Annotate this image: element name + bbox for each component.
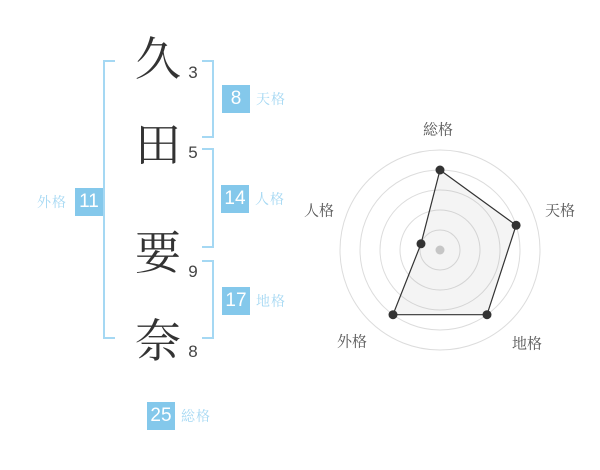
soukaku-label: 総格 — [181, 408, 211, 424]
gaikaku-label: 外格 — [37, 194, 67, 210]
soukaku-value-box: 25 — [147, 402, 175, 430]
jinkaku-value-box: 14 — [221, 185, 249, 213]
stroke-count-4: 8 — [188, 342, 198, 361]
name-character-1: 久 — [135, 33, 181, 85]
stroke-count-1: 3 — [188, 63, 198, 82]
name-character-2: 田 — [135, 119, 181, 171]
radar-axis-label: 地格 — [511, 335, 543, 353]
radar-data-point — [389, 310, 398, 319]
name-character-4: 奈 — [135, 315, 181, 367]
radar-axis-label: 外格 — [336, 333, 368, 351]
radar-center-dot — [436, 246, 445, 255]
name-character-3: 要 — [135, 227, 181, 279]
radar-axis-label: 天格 — [544, 202, 576, 220]
stroke-count-3: 9 — [188, 262, 198, 281]
radar-axis-label: 人格 — [303, 202, 335, 220]
jinkaku-bracket — [202, 148, 214, 248]
stroke-count-2: 5 — [188, 143, 198, 162]
tenkaku-value-box: 8 — [222, 85, 250, 113]
chikaku-value-box: 17 — [222, 287, 250, 315]
tenkaku-bracket — [202, 60, 214, 138]
gaikaku-bracket — [103, 60, 115, 339]
radar-data-point — [483, 310, 492, 319]
tenkaku-label: 天格 — [256, 91, 286, 107]
radar-data-polygon — [393, 170, 516, 315]
radar-axis-label: 総格 — [422, 121, 454, 139]
chikaku-bracket — [202, 260, 214, 339]
chikaku-label: 地格 — [256, 293, 286, 309]
fortune-radar-chart — [290, 120, 590, 380]
radar-data-point — [417, 239, 426, 248]
jinkaku-label: 人格 — [255, 191, 285, 207]
radar-data-point — [436, 166, 445, 175]
gaikaku-value-box: 11 — [75, 188, 103, 216]
radar-data-point — [512, 221, 521, 230]
